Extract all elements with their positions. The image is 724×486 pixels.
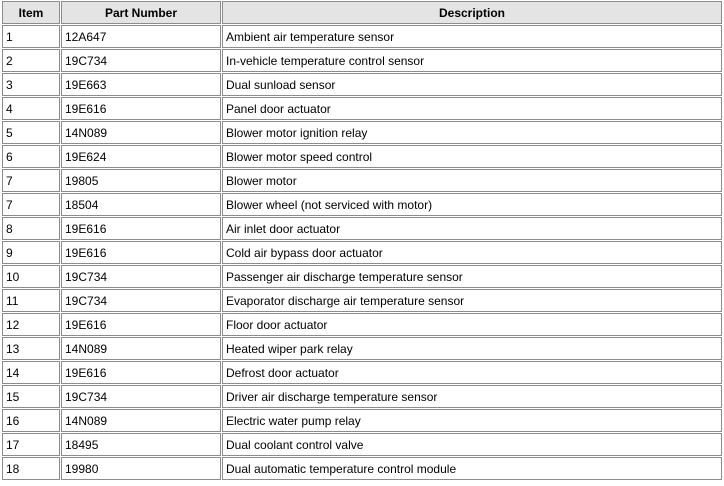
table-row (2, 193, 722, 216)
table-row (2, 457, 722, 480)
table-row (2, 241, 722, 264)
cell-part-number: 14N089 (61, 121, 221, 144)
table-row (2, 433, 722, 456)
cell-item: 4 (2, 97, 60, 120)
cell-part-number: 12A647 (61, 25, 221, 48)
cell-part-number: 19E616 (61, 97, 221, 120)
table-row (2, 25, 722, 48)
cell-description: Heated wiper park relay (222, 337, 722, 360)
cell-item: 7 (2, 169, 60, 192)
cell-part-number: 19E616 (61, 217, 221, 240)
table-body (2, 25, 722, 480)
cell-description: Passenger air discharge temperature sensor (222, 265, 722, 288)
cell-item: 14 (2, 361, 60, 384)
cell-item: 11 (2, 289, 60, 312)
cell-description: Cold air bypass door actuator (222, 241, 722, 264)
table-row (2, 97, 722, 120)
cell-part-number: 19E616 (61, 361, 221, 384)
cell-item: 8 (2, 217, 60, 240)
cell-part-number: 19E616 (61, 241, 221, 264)
table-row (2, 313, 722, 336)
cell-part-number: 14N089 (61, 337, 221, 360)
cell-item: 7 (2, 193, 60, 216)
cell-part-number: 18504 (61, 193, 221, 216)
table-row (2, 169, 722, 192)
cell-item: 10 (2, 265, 60, 288)
cell-item: 6 (2, 145, 60, 168)
table-row (2, 73, 722, 96)
cell-description: Floor door actuator (222, 313, 722, 336)
table-row (2, 265, 722, 288)
cell-item: 15 (2, 385, 60, 408)
table-row (2, 409, 722, 432)
cell-description: Dual coolant control valve (222, 433, 722, 456)
cell-item: 3 (2, 73, 60, 96)
cell-part-number: 19C734 (61, 265, 221, 288)
cell-item: 12 (2, 313, 60, 336)
cell-item: 17 (2, 433, 60, 456)
cell-item: 1 (2, 25, 60, 48)
table-row (2, 121, 722, 144)
table-row (2, 49, 722, 72)
cell-description: Evaporator discharge air temperature sensor (222, 289, 722, 312)
cell-description: Ambient air temperature sensor (222, 25, 722, 48)
cell-item: 18 (2, 457, 60, 480)
cell-description: Blower motor ignition relay (222, 121, 722, 144)
cell-part-number: 19805 (61, 169, 221, 192)
table-row (2, 289, 722, 312)
table-row (2, 217, 722, 240)
parts-table (1, 0, 723, 481)
table-row (2, 145, 722, 168)
column-header-description: Description (222, 1, 722, 24)
cell-item: 2 (2, 49, 60, 72)
column-header-item: Item (2, 1, 60, 24)
cell-item: 13 (2, 337, 60, 360)
cell-part-number: 18495 (61, 433, 221, 456)
cell-description: Panel door actuator (222, 97, 722, 120)
cell-item: 9 (2, 241, 60, 264)
cell-part-number: 19E616 (61, 313, 221, 336)
cell-description: Defrost door actuator (222, 361, 722, 384)
cell-part-number: 19E624 (61, 145, 221, 168)
cell-item: 16 (2, 409, 60, 432)
table-header-row (2, 1, 722, 24)
cell-description: Dual sunload sensor (222, 73, 722, 96)
cell-part-number: 19C734 (61, 49, 221, 72)
cell-description: In-vehicle temperature control sensor (222, 49, 722, 72)
cell-description: Blower motor (222, 169, 722, 192)
cell-description: Electric water pump relay (222, 409, 722, 432)
cell-part-number: 14N089 (61, 409, 221, 432)
table-row (2, 361, 722, 384)
cell-part-number: 19E663 (61, 73, 221, 96)
table-row (2, 337, 722, 360)
cell-item: 5 (2, 121, 60, 144)
cell-description: Air inlet door actuator (222, 217, 722, 240)
cell-description: Blower wheel (not serviced with motor) (222, 193, 722, 216)
column-header-part-number: Part Number (61, 1, 221, 24)
cell-part-number: 19C734 (61, 385, 221, 408)
cell-part-number: 19980 (61, 457, 221, 480)
table-row (2, 385, 722, 408)
cell-description: Driver air discharge temperature sensor (222, 385, 722, 408)
cell-description: Blower motor speed control (222, 145, 722, 168)
cell-description: Dual automatic temperature control module (222, 457, 722, 480)
cell-part-number: 19C734 (61, 289, 221, 312)
